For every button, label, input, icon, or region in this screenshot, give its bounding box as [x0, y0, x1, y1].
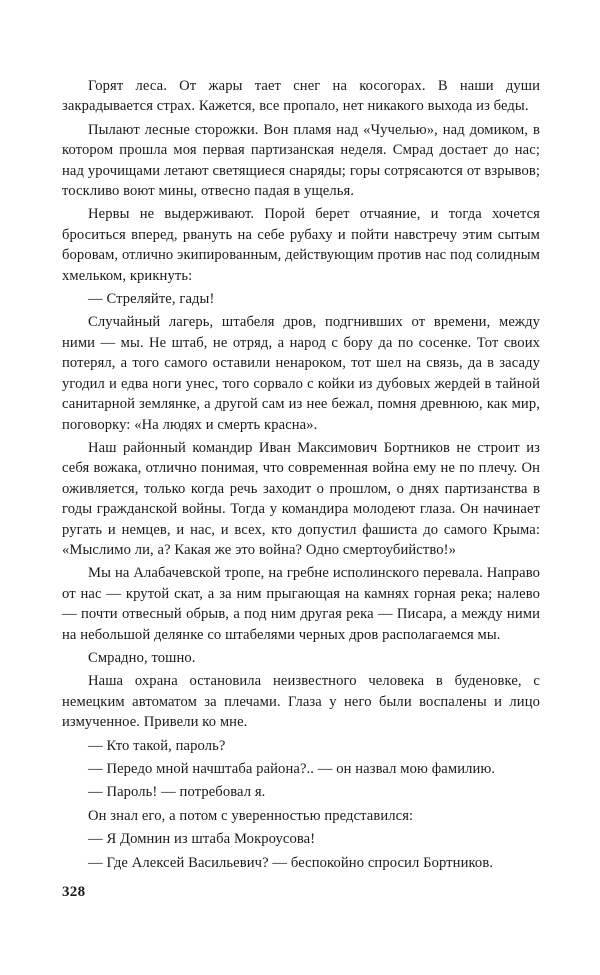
- paragraph: — Я Домнин из штаба Мокроусова!: [88, 831, 316, 848]
- paragraph: Наш районный командир Иван Максимович Бортников не строит из себя вожака, отлично понимая, что современная война ему не по плечу. Он оживляется, только когда речь заходит о прошлом, о днях партизанства в годы гражданской войны. Тогда у командира молодеют глаза. Он начинает ругать и немцев, и нас, и всех, кто допустил фашиста до самого Крыма: «Мыслимо ли, а? Какая же это война? Одно смертоубийство!»: [62, 439, 540, 558]
- paragraph: Пылают лесные сторожки. Вон пламя над «Чучелью», над домиком, в котором прошла моя первая партизанская неделя. Смрад достает до нас; над урочищами летают светящиеся снаряды; горы сотрясаются от взрывов; тоскливо воют мины, отвесно падая в ущелья.: [62, 121, 540, 200]
- paragraph: Случайный лагерь, штабеля дров, подгнивших от времени, между ними — мы. Не штаб, не отряд, а народ с бору да по сосенке. Тот своих потерял, а того самого оставили ненароком, тот шел на связь, да в засаду угодил и едва ноги унес, того сорвало с койки из дубовых жердей в тайной санитарной землянке, а другой сам из нее бежал, помня древнюю, как мир, поговорку: «На людях и смерть красна».: [62, 314, 540, 433]
- paragraph: Смрадно, тошно.: [88, 649, 196, 666]
- paragraph: Нервы не выдерживают. Порой берет отчаяние, и тогда хочется броситься вперед, рвануть на себе рубаху и пойти навстречу этим сытым боровам, отлично экипированным, действующим против нас под солидным хмельком, крикнуть:: [62, 206, 540, 284]
- paragraph: — Передо мной начштаба района?.. — он назвал мою фамилию.: [88, 761, 496, 777]
- paragraph: — Кто такой, пароль?: [88, 737, 226, 754]
- paragraph: Наша охрана остановила неизвестного человека в буденовке, с немецким автоматом за плечами. Глаза у него были воспалены и лицо измученное. Привели ко мне.: [62, 673, 540, 731]
- paragraph: — Где Алексей Васильевич? — беспокойно спросил Бортников.: [88, 854, 494, 871]
- paragraph: — Пароль! — потребовал я.: [88, 784, 266, 801]
- page-number: 328: [62, 884, 86, 900]
- paragraph: Он знал его, а потом с уверенностью представился:: [88, 807, 414, 824]
- page-text: [62, 76, 540, 873]
- paragraph: — Стреляйте, гады!: [88, 291, 215, 308]
- paragraph: Горят леса. От жары тает снег на косогорах. В наши души закрадывается страх. Кажется, все пропало, нет никакого выхода из беды.: [62, 78, 540, 115]
- paragraph: Мы на Алабачевской тропе, на гребне исполинского перевала. Направо от нас — крутой скат, а за ним прыгающая на камнях горная река; налево — почти отвесный обрыв, а под ним другая река — Писара, а между ними на небольшой делянке со штабелями черных дров располагаемся мы.: [62, 565, 540, 643]
